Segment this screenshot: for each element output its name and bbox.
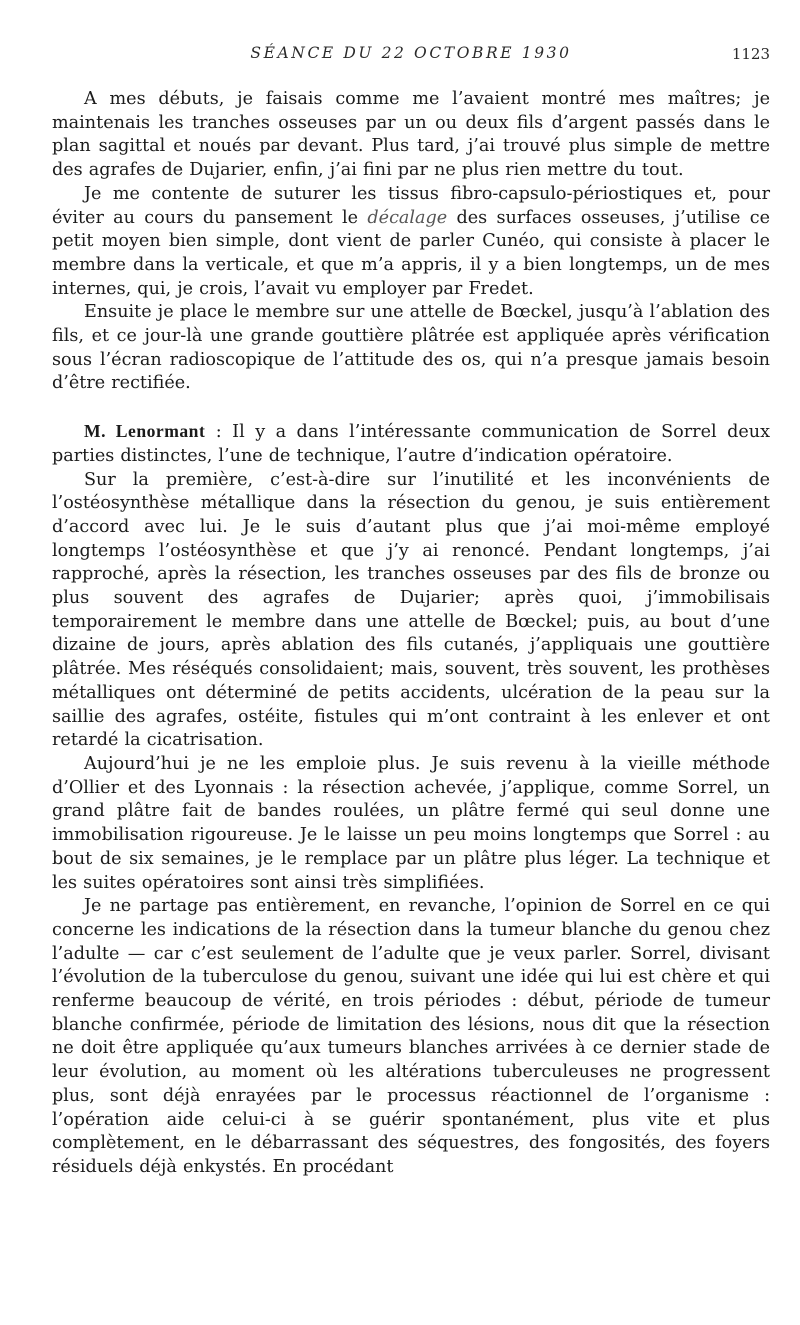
paragraph-2-text-a: Je me contente de suturer les tissus fibro-capsulo-périostiques et, pour éviter au cours du pansement le <box>52 183 770 228</box>
paragraph-2 <box>52 183 770 302</box>
paragraph-6: Aujourd’hui je ne les emploie plus. Je suis revenu à la vieille méthode d’Ollier et des Lyonnais : la résection achevée, j’applique, comme Sorrel, un grand plâtre fait de bandes roulées, un plâtre fermé qui seul donne une immobilisation rigoureuse. Je le laisse un peu moins longtemps que Sorrel : au bout de six semaines, je le remplace par un plâtre plus léger. La technique et les suites opératoires sont ainsi très simplifiées. <box>52 753 770 893</box>
paragraph-4-text: : Il y a dans l’intéressante communication de Sorrel deux parties distinctes, l’une de technique, l’autre d’indication opératoire. <box>52 422 771 466</box>
paragraph-5: Sur la première, c’est-à-dire sur l’inutilité et les inconvénients de l’ostéosynthèse métallique dans la résection du genou, je suis entièrement d’accord avec lui. Je le suis d’autant plus que j’ai moi-même employé longtemps l’ostéosynthèse et que j’y ai renoncé. Pendant longtemps, j’ai rapproché, après la résection, les tranches osseuses par des fils de bronze ou plus souvent des agrafes de Dujarier; après quoi, j’immobilisais temporairement le membre dans une attelle de Bœckel; puis, au bout d’une dizaine de jours, après ablation des fils cutanés, j’appliquais une gouttière plâtrée. Mes réséqués consolidaient; mais, souvent, très souvent, les prothèses métalliques ont déterminé de petits accidents, ulcération de la peau sur la saillie des agrafes, ostéite, fistules qui m’ont contraint à les enlever et ont retardé la cicatrisation. <box>52 469 770 751</box>
paragraph-2-text-b: des surfaces osseuses, j’utilise ce petit moyen bien simple, dont vient de parler Cunéo, qui consiste à placer le membre dans la verticale, et que m’a appris, il y a bien longtemps, un de mes internes, qui, je crois, l’avait vu employer par Fredet. <box>52 207 770 299</box>
running-title: SÉANCE DU 22 OCTOBRE 1930 <box>250 44 572 62</box>
italic-term-decalage: décalage <box>367 207 448 228</box>
page-number: 1123 <box>731 45 770 63</box>
paragraph-7: Je ne partage pas entièrement, en revanche, l’opinion de Sorrel en ce qui concerne les indications de la résection dans la tumeur blanche du genou chez l’adulte — car c’est seulement de l’adulte que je veux parler. Sorrel, divisant l’évolution de la tuberculose du genou, suivant une idée qui lui est chère et qui renferme beaucoup de vérité, en trois périodes : début, période de tumeur blanche confirmée, période de limitation des lésions, nous dit que la résection ne doit être appliquée qu’aux tumeurs blanches arrivées à ce dernier stade de leur évolution, au moment où les altérations tuberculeuses ne progressent plus, sont déjà enrayées par le processus réactionnel de l’organisme : l’opération aide celui-ci à se guérir spontanément, plus vite et plus complètement, en le débarrassant des séquestres, des fongosités, des foyers résiduels déjà enkystés. En procédant <box>52 896 770 1177</box>
paragraph-4 <box>52 420 770 468</box>
speaker-name: M. Lenormant <box>84 421 206 442</box>
paragraph-1: A mes débuts, je faisais comme me l’avaient montré mes maîtres; je maintenais les tranches osseuses par un ou deux fils d’argent passés dans le plan sagittal et noués par devant. Plus tard, j’ai trouvé plus simple de mettre des agrafes de Dujarier, enfin, j’ai fini par ne plus rien mettre du tout. <box>52 89 770 181</box>
paragraph-3: Ensuite je place le membre sur une attelle de Bœckel, jusqu’à l’ablation des fils, et ce jour-là une grande gouttière plâtrée est appliquée après vérification sous l’écran radioscopique de l’attitude des os, qui n’a presque jamais besoin d’être rectifiée. <box>52 302 770 394</box>
page-header <box>52 44 770 68</box>
page-body <box>52 88 770 1180</box>
